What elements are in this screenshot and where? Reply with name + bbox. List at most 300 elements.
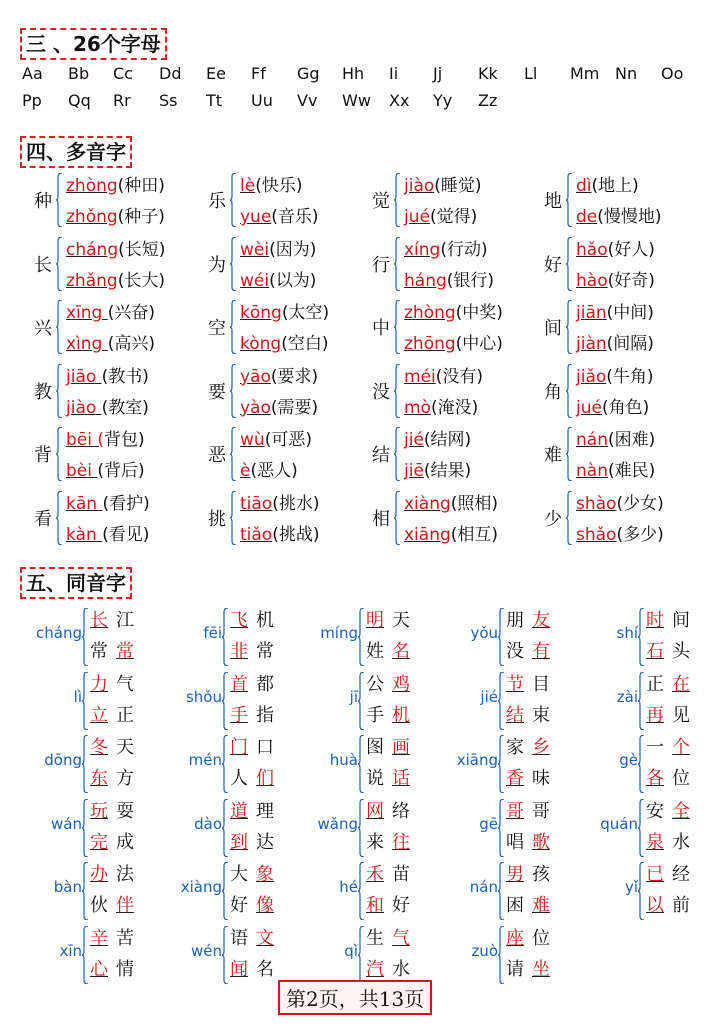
homophone-char: 名 <box>392 641 410 662</box>
polyphone-char: 空 <box>208 318 226 339</box>
example-word: (看见) <box>102 524 150 545</box>
pinyin: yāo <box>240 366 271 387</box>
homophone-char: 生 <box>366 927 384 949</box>
homophone-char: 有 <box>532 641 550 662</box>
polyphone-char: 少 <box>544 508 562 530</box>
example-word: (快乐) <box>255 176 303 196</box>
homophone-char: 理 <box>256 800 274 822</box>
homophone-pinyin: fēi <box>203 624 222 642</box>
homophone-char: 朋 <box>506 610 524 631</box>
example-word: (好奇) <box>607 270 655 291</box>
reading-line <box>240 266 316 291</box>
homophone-char: 语 <box>230 927 248 949</box>
homophone-char: 时 <box>646 610 664 631</box>
homophone-char: 手 <box>366 704 384 726</box>
pinyin: nàn <box>576 461 608 481</box>
pinyin: jiǎo <box>576 366 607 387</box>
example-word: (难民) <box>607 461 656 481</box>
example-word: 背包) <box>104 430 145 450</box>
polyphone-char: 角 <box>544 381 562 403</box>
letter-pair: Zz <box>478 91 498 110</box>
polyphone-char: 中 <box>372 318 390 339</box>
brace-icon <box>82 672 89 730</box>
homophone-char: 间 <box>672 610 690 631</box>
homophone-char: 个 <box>672 737 690 758</box>
homophone-entry <box>20 670 160 734</box>
example-word: (以为) <box>269 270 317 291</box>
pinyin: zhōng <box>404 334 456 354</box>
example-word: (照相) <box>450 493 499 514</box>
example-word: (长短) <box>118 239 166 260</box>
homophone-entry <box>576 797 716 861</box>
homophone-pinyin: jī <box>349 687 358 706</box>
homophone-char: 画 <box>392 737 410 758</box>
homophone-char: 难 <box>532 895 550 916</box>
homophone-entry <box>160 860 300 924</box>
reading-line <box>240 298 329 323</box>
homophone-char: 前 <box>672 895 690 916</box>
polyphone-entry <box>30 425 200 485</box>
homophone-char: 象 <box>256 864 274 885</box>
homophone-char: 门 <box>230 737 248 758</box>
polyphone-entry <box>204 425 374 485</box>
homophone-char: 见 <box>672 704 690 726</box>
pinyin: shǎo <box>576 524 617 545</box>
pinyin: jué <box>404 207 430 227</box>
homophone-entry <box>576 670 716 734</box>
homophone-pinyin: zuò <box>471 941 498 960</box>
homophone-char: 网 <box>366 800 384 822</box>
example-word: (挑水) <box>272 493 320 514</box>
polyphone-entry <box>30 489 200 549</box>
homophone-char: 力 <box>90 673 108 695</box>
example-word: (中心) <box>455 334 503 354</box>
homophone-pinyin: cháng <box>36 624 82 642</box>
page-number: 第2页，共13页 <box>278 980 432 1015</box>
brace-icon <box>394 491 401 545</box>
reading-line <box>576 362 654 387</box>
homophone-entry <box>160 606 300 670</box>
brace-icon <box>222 799 229 857</box>
section-title-letters: 三 、26个字母 <box>20 28 167 60</box>
reading-line <box>576 235 655 260</box>
polyphone-char: 结 <box>372 445 390 466</box>
brace-icon <box>498 926 505 984</box>
pinyin: wù <box>240 430 265 450</box>
reading-line <box>576 393 649 418</box>
brace-icon <box>358 735 365 793</box>
homophone-char: 来 <box>366 831 384 853</box>
polyphone-entry <box>368 171 538 231</box>
reading-line <box>66 298 155 323</box>
homophone-pinyin: qì <box>344 941 358 960</box>
brace-icon <box>638 608 645 666</box>
letter-pair: Ee <box>206 64 226 83</box>
homophone-char: 图 <box>366 737 384 758</box>
homophone-char: 歌 <box>532 831 550 853</box>
homophone-char: 玩 <box>90 800 108 822</box>
homophone-char: 成 <box>116 831 134 853</box>
example-word: (需要) <box>270 397 319 418</box>
letter-pair: Nn <box>615 64 638 83</box>
polyphone-entry <box>368 489 538 549</box>
letter-pair: Dd <box>159 64 182 83</box>
homophone-char: 束 <box>532 704 550 726</box>
homophone-char: 香 <box>506 768 524 789</box>
pinyin: zhǎng <box>66 270 118 291</box>
example-word: (种子) <box>117 207 165 227</box>
letter-pair: Mm <box>570 64 600 83</box>
example-word: (教室) <box>101 397 149 418</box>
brace-icon <box>358 799 365 857</box>
reading-line <box>240 329 328 354</box>
homophone-char: 水 <box>672 831 690 853</box>
example-word: (淹没) <box>430 397 479 418</box>
reading-line <box>404 393 478 418</box>
pinyin: jiāo <box>66 366 102 387</box>
brace-icon <box>358 862 365 920</box>
polyphone-char: 地 <box>544 191 562 212</box>
homophone-entry <box>296 797 436 861</box>
example-word: (长大) <box>117 270 165 291</box>
homophone-char: 常 <box>256 641 274 662</box>
brace-icon <box>638 862 645 920</box>
reading-line <box>66 393 149 418</box>
reading-line <box>240 171 302 196</box>
reading-line <box>240 489 319 514</box>
homophone-entry <box>436 733 576 797</box>
homophone-char: 往 <box>392 831 410 853</box>
polyphone-entry <box>540 425 710 485</box>
polyphone-entry <box>540 235 710 295</box>
homophone-entry <box>296 733 436 797</box>
polyphone-entry <box>204 235 374 295</box>
homophone-entry <box>20 860 160 924</box>
homophone-pinyin: yǐ <box>624 878 638 896</box>
homophone-char: 好 <box>230 895 248 916</box>
reading-line <box>66 489 150 514</box>
homophone-pinyin: quán <box>600 814 638 833</box>
homophone-char: 天 <box>392 610 410 631</box>
example-word: (觉得) <box>429 207 478 227</box>
reading-line <box>240 425 312 450</box>
brace-icon <box>394 427 401 481</box>
letter-pair: Rr <box>113 91 131 110</box>
polyphone-entry <box>30 235 200 295</box>
homophone-char: 冬 <box>90 737 108 758</box>
homophone-char: 都 <box>256 673 274 695</box>
homophone-char: 闻 <box>230 958 248 980</box>
homophone-char: 名 <box>256 958 274 980</box>
homophone-pinyin: gē <box>479 814 498 833</box>
homophone-entry <box>436 670 576 734</box>
brace-icon <box>222 735 229 793</box>
reading-line <box>240 235 316 260</box>
homophone-char: 常 <box>90 641 108 662</box>
reading-line <box>240 202 319 227</box>
pinyin: bèi <box>66 461 98 481</box>
pinyin: cháng <box>66 239 119 260</box>
pinyin: kōng <box>240 303 282 323</box>
example-word: (空白) <box>281 334 329 354</box>
pinyin: kān <box>66 493 103 514</box>
homophone-pinyin: yǒu <box>470 624 498 642</box>
brace-icon <box>230 173 237 227</box>
polyphone-entry <box>204 298 374 358</box>
brace-icon <box>222 608 229 666</box>
homophone-entry <box>296 606 436 670</box>
reading-line <box>576 425 655 450</box>
polyphone-char: 好 <box>544 254 562 276</box>
homophone-char: 像 <box>256 895 274 916</box>
brace-icon <box>56 491 63 545</box>
example-word: (牛角) <box>606 366 654 387</box>
homophone-char: 情 <box>116 958 134 980</box>
brace-icon <box>394 237 401 291</box>
reading-line <box>404 235 488 260</box>
reading-line <box>240 362 318 387</box>
polyphone-char: 种 <box>34 191 52 212</box>
brace-icon <box>498 799 505 857</box>
homophone-pinyin: shí <box>616 624 638 642</box>
pinyin: yue <box>240 207 272 227</box>
letter-pair: Kk <box>478 64 498 83</box>
brace-icon <box>358 608 365 666</box>
homophone-pinyin: nán <box>469 878 498 896</box>
pinyin: jiào <box>404 176 435 196</box>
polyphone-char: 要 <box>208 381 226 403</box>
pinyin: wèi <box>240 239 270 260</box>
letter-pair: Aa <box>22 64 43 83</box>
homophone-char: 方 <box>116 768 134 789</box>
homophone-char: 哥 <box>506 800 524 822</box>
polyphone-char: 教 <box>34 381 52 403</box>
homophone-char: 辛 <box>90 927 108 949</box>
brace-icon <box>56 427 63 481</box>
polyphone-char: 相 <box>372 508 390 530</box>
homophone-pinyin: wán <box>51 814 82 833</box>
homophone-char: 石 <box>646 641 664 662</box>
brace-icon <box>56 300 63 354</box>
pinyin: xìng <box>66 334 108 354</box>
reading-line <box>576 489 664 514</box>
homophone-char: 哥 <box>532 800 550 822</box>
homophone-char: 机 <box>256 610 274 631</box>
homophone-char: 友 <box>532 610 550 631</box>
polyphone-char: 长 <box>34 254 52 276</box>
example-word: (结果) <box>423 461 472 481</box>
brace-icon <box>566 364 573 418</box>
reading-line <box>66 456 145 481</box>
brace-icon <box>498 735 505 793</box>
brace-icon <box>82 926 89 984</box>
letter-pair: Gg <box>297 64 320 83</box>
brace-icon <box>82 735 89 793</box>
homophone-entry <box>160 924 300 988</box>
homophone-char: 常 <box>116 641 134 662</box>
homophone-char: 完 <box>90 831 108 853</box>
pinyin: hǎo <box>576 239 608 260</box>
homophone-char: 耍 <box>116 800 134 822</box>
brace-icon <box>638 799 645 857</box>
example-word: (地上) <box>591 176 639 196</box>
polyphone-entry <box>30 362 200 422</box>
pinyin: bēi ( <box>66 430 105 450</box>
brace-icon <box>498 672 505 730</box>
polyphone-char: 间 <box>544 318 562 339</box>
homophone-char: 禾 <box>366 864 384 885</box>
pinyin: tiǎo <box>240 524 273 545</box>
polyphone-char: 看 <box>34 508 52 530</box>
example-word: (看护) <box>102 493 150 514</box>
homophone-entry <box>20 733 160 797</box>
homophone-char: 全 <box>672 800 690 822</box>
polyphone-entry <box>30 298 200 358</box>
homophone-char: 正 <box>646 673 664 695</box>
pinyin: háng <box>404 270 447 291</box>
homophone-char: 口 <box>256 737 274 758</box>
example-word: (背后) <box>97 461 145 481</box>
example-word: (要求) <box>270 366 319 387</box>
letter-pair: Tt <box>206 91 223 110</box>
example-word: (中间) <box>606 303 654 323</box>
homophone-char: 非 <box>230 641 248 662</box>
homophone-pinyin: wén <box>190 941 222 960</box>
homophone-char: 在 <box>672 673 690 695</box>
homophone-char: 指 <box>256 704 274 726</box>
pinyin: jié <box>404 430 424 450</box>
homophone-char: 们 <box>256 768 274 789</box>
brace-icon <box>638 735 645 793</box>
pinyin: hào <box>576 270 608 291</box>
brace-icon <box>566 491 573 545</box>
polyphone-char: 行 <box>372 254 390 276</box>
homophone-entry <box>576 733 716 797</box>
homophone-char: 气 <box>116 673 134 695</box>
polyphone-entry <box>204 171 374 231</box>
homophone-pinyin: xīn <box>59 941 82 960</box>
pinyin: jiào <box>66 397 102 418</box>
homophone-char: 东 <box>90 768 108 789</box>
homophone-entry <box>296 860 436 924</box>
reading-line <box>66 520 149 545</box>
brace-icon <box>230 237 237 291</box>
polyphone-entry <box>540 489 710 549</box>
reading-line <box>66 329 155 354</box>
homophone-char: 头 <box>672 641 690 662</box>
homophone-char: 节 <box>506 673 524 695</box>
reading-line <box>240 393 318 418</box>
section-title-homophones: 五、同音字 <box>20 567 132 599</box>
example-word: (慢慢地) <box>597 207 662 227</box>
pinyin: zhòng <box>404 303 456 323</box>
reading-line <box>404 456 471 481</box>
homophone-char: 手 <box>230 704 248 726</box>
letter-pair: Ff <box>251 64 266 83</box>
homophone-char: 目 <box>532 673 550 695</box>
example-word: (教书) <box>101 366 149 387</box>
homophone-char: 大 <box>230 864 248 885</box>
brace-icon <box>566 427 573 481</box>
homophone-char: 苗 <box>392 864 410 885</box>
polyphone-char: 恶 <box>208 445 226 466</box>
letter-pair: Xx <box>389 91 410 110</box>
polyphone-char: 背 <box>34 445 52 466</box>
homophone-char: 人 <box>230 768 248 789</box>
letter-pair: Oo <box>661 64 684 83</box>
reading-line <box>240 456 298 481</box>
reading-line <box>576 171 639 196</box>
homophone-char: 味 <box>532 768 550 789</box>
homophone-char: 办 <box>90 864 108 885</box>
homophone-char: 安 <box>646 800 664 822</box>
brace-icon <box>394 364 401 418</box>
brace-icon <box>638 672 645 730</box>
homophone-char: 结 <box>506 704 524 726</box>
reading-line <box>576 456 655 481</box>
homophone-char: 困 <box>506 895 524 916</box>
homophone-char: 家 <box>506 737 524 758</box>
polyphone-char: 觉 <box>372 191 390 212</box>
brace-icon <box>82 862 89 920</box>
brace-icon <box>230 427 237 481</box>
example-word: (少女) <box>616 493 664 514</box>
example-word: (因为) <box>269 239 317 260</box>
reading-line <box>66 425 145 450</box>
pinyin: kàn <box>66 524 103 545</box>
homophone-char: 孩 <box>532 864 550 885</box>
example-word: (种田) <box>117 176 165 196</box>
brace-icon <box>230 300 237 354</box>
homophone-char: 长 <box>90 610 108 631</box>
pinyin: jiē <box>404 461 424 481</box>
example-word: (恶人) <box>250 461 298 481</box>
letter-pair: Ii <box>389 64 399 83</box>
reading-line <box>404 171 482 196</box>
example-word: (好人) <box>607 239 655 260</box>
letter-pair: Vv <box>297 91 318 110</box>
homophone-entry <box>576 606 716 670</box>
pinyin: è <box>240 461 251 481</box>
example-word: (角色) <box>601 397 650 418</box>
homophone-char: 络 <box>392 800 410 822</box>
homophone-char: 气 <box>392 927 410 949</box>
polyphone-entry <box>368 298 538 358</box>
pinyin: zhòng <box>66 176 118 196</box>
reading-line <box>576 202 662 227</box>
homophone-char: 一 <box>646 737 664 758</box>
reading-line <box>66 202 165 227</box>
pinyin: xiāng <box>404 524 451 545</box>
homophone-char: 以 <box>646 895 664 916</box>
homophone-entry <box>436 860 576 924</box>
polyphone-char: 兴 <box>34 318 52 339</box>
pinyin: jiān <box>576 303 607 323</box>
section-title-polyphones: 四、多音字 <box>20 136 132 168</box>
homophone-entry <box>436 924 576 988</box>
example-word: (高兴) <box>107 334 156 354</box>
brace-icon <box>394 173 401 227</box>
pinyin: mò <box>404 397 431 418</box>
example-word: (睡觉) <box>434 176 482 196</box>
pinyin: xiàng <box>404 493 451 514</box>
reading-line <box>66 362 149 387</box>
homophone-char: 伴 <box>116 895 134 916</box>
letter-pair: Ww <box>342 91 371 110</box>
example-word: (兴奋) <box>107 303 156 323</box>
brace-icon <box>358 926 365 984</box>
homophone-pinyin: zài <box>616 687 638 706</box>
